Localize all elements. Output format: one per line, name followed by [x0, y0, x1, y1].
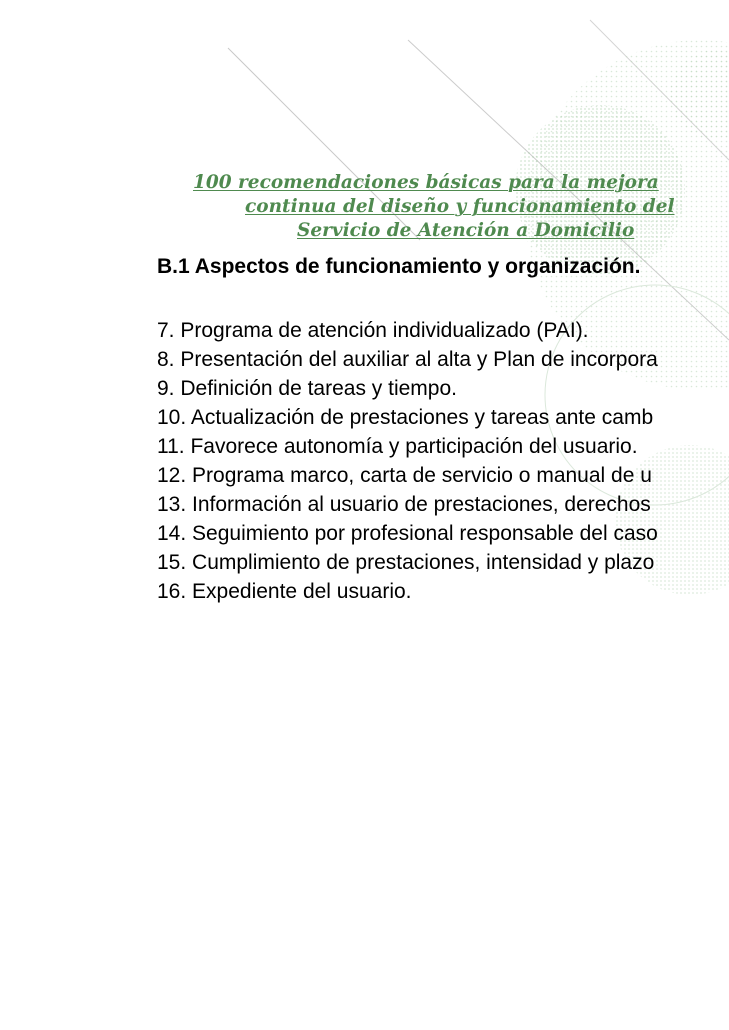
list-item: 7. Programa de atención individualizado (PAI). — [157, 319, 589, 342]
title-line-2: continua del diseño y funcionamiento del — [245, 196, 675, 217]
title-line-1: 100 recomendaciones básicas para la mejora — [193, 172, 659, 193]
list-item: 16. Expediente del usuario. — [157, 580, 412, 603]
list-item: 15. Cumplimiento de prestaciones, intensidad y plazo — [157, 551, 655, 574]
list-item: 11. Favorece autonomía y participación del usuario. — [157, 435, 638, 458]
list-item: 13. Información al usuario de prestaciones, derechos — [157, 493, 651, 516]
list-item: 14. Seguimiento por profesional responsable del caso — [157, 522, 658, 545]
list-item: 9. Definición de tareas y tiempo. — [157, 377, 457, 400]
recommendation-list — [157, 316, 658, 606]
title-line-3: Servicio de Atención a Domicilio — [297, 220, 635, 241]
list-item: 8. Presentación del auxiliar al alta y Plan de incorpora — [157, 348, 658, 371]
list-item: 12. Programa marco, carta de servicio o manual de u — [157, 464, 652, 487]
section-heading: B.1 Aspectos de funcionamiento y organización. — [157, 255, 641, 278]
list-item: 10. Actualización de prestaciones y tareas ante camb — [157, 406, 654, 429]
document-title — [150, 171, 729, 243]
